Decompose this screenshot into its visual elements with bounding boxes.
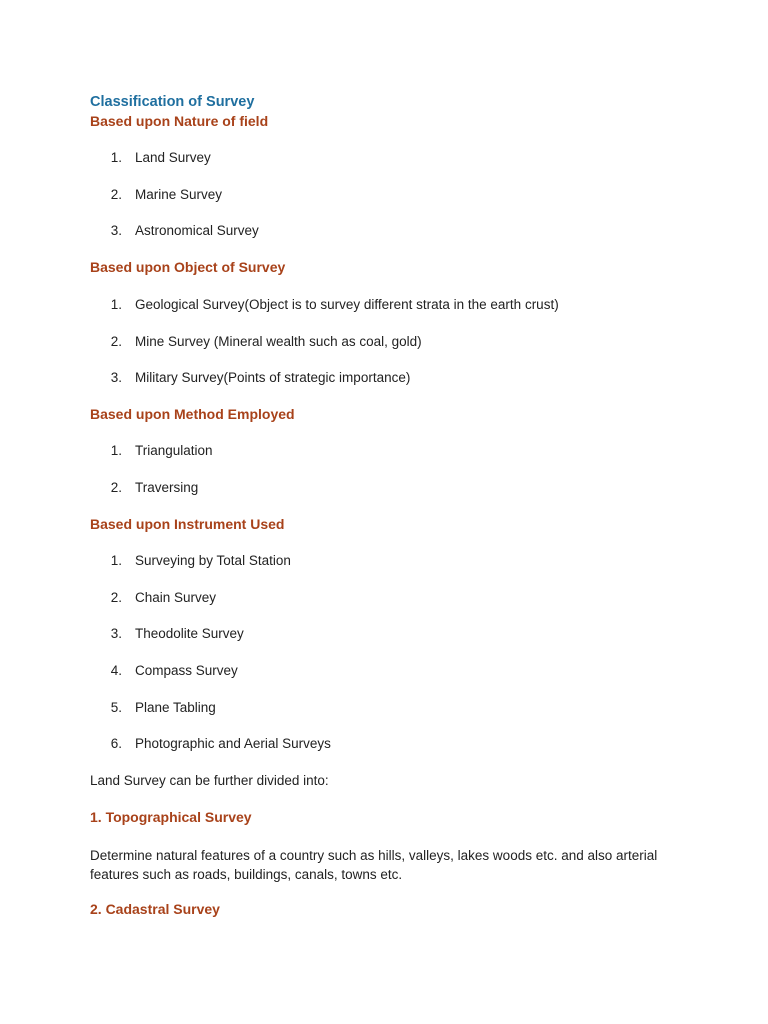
list-item-number: 3. [110,223,122,238]
list-item-number: 2. [110,187,122,202]
list-item: Photographic and Aerial Surveys [135,736,331,751]
list-item: Marine Survey [135,187,223,202]
list-item: Mine Survey (Mineral wealth such as coal, gold) [135,334,422,349]
list-item: Surveying by Total Station [135,553,291,568]
list-item: Triangulation [135,443,213,458]
list-item-number: 1. [110,150,122,165]
list-item-number: 4. [110,663,122,678]
list-item-number: 1. [110,443,122,458]
list-item-number: 3. [110,626,122,641]
section-heading-object-of-survey: Based upon Object of Survey [90,259,286,275]
list-item-number: 2. [110,590,122,605]
list-item-number: 1. [110,297,122,312]
list-item: Land Survey [135,150,211,165]
list-item: Compass Survey [135,663,238,678]
list-item-number: 2. [110,334,122,349]
topographical-survey-text: Determine natural features of a country such as hills, valleys, lakes woods etc. and also arterial features such as roads, buildings, canals, towns etc. [90,848,658,882]
section-heading-method-employed: Based upon Method Employed [90,406,295,422]
document-title: Classification of Survey [90,94,255,110]
list-item-number: 2. [110,480,122,495]
list-item-number: 1. [110,553,122,568]
list-item: Traversing [135,480,199,495]
list-item: Chain Survey [135,590,217,605]
section-heading-nature-of-field: Based upon Nature of field [90,113,269,129]
list-item-number: 6. [110,736,122,751]
land-survey-intro: Land Survey can be further divided into: [90,773,329,788]
list-item: Military Survey(Points of strategic importance) [135,370,411,385]
list-item: Plane Tabling [135,700,216,715]
list-item: Geological Survey(Object is to survey different strata in the earth crust) [135,297,559,312]
list-item: Theodolite Survey [135,626,244,641]
topographical-survey-heading: 1. Topographical Survey [90,809,252,825]
list-item-number: 3. [110,370,122,385]
list-item-number: 5. [110,700,122,715]
cadastral-survey-heading: 2. Cadastral Survey [90,901,220,917]
list-item: Astronomical Survey [135,223,259,238]
section-heading-instrument-used: Based upon Instrument Used [90,516,285,532]
